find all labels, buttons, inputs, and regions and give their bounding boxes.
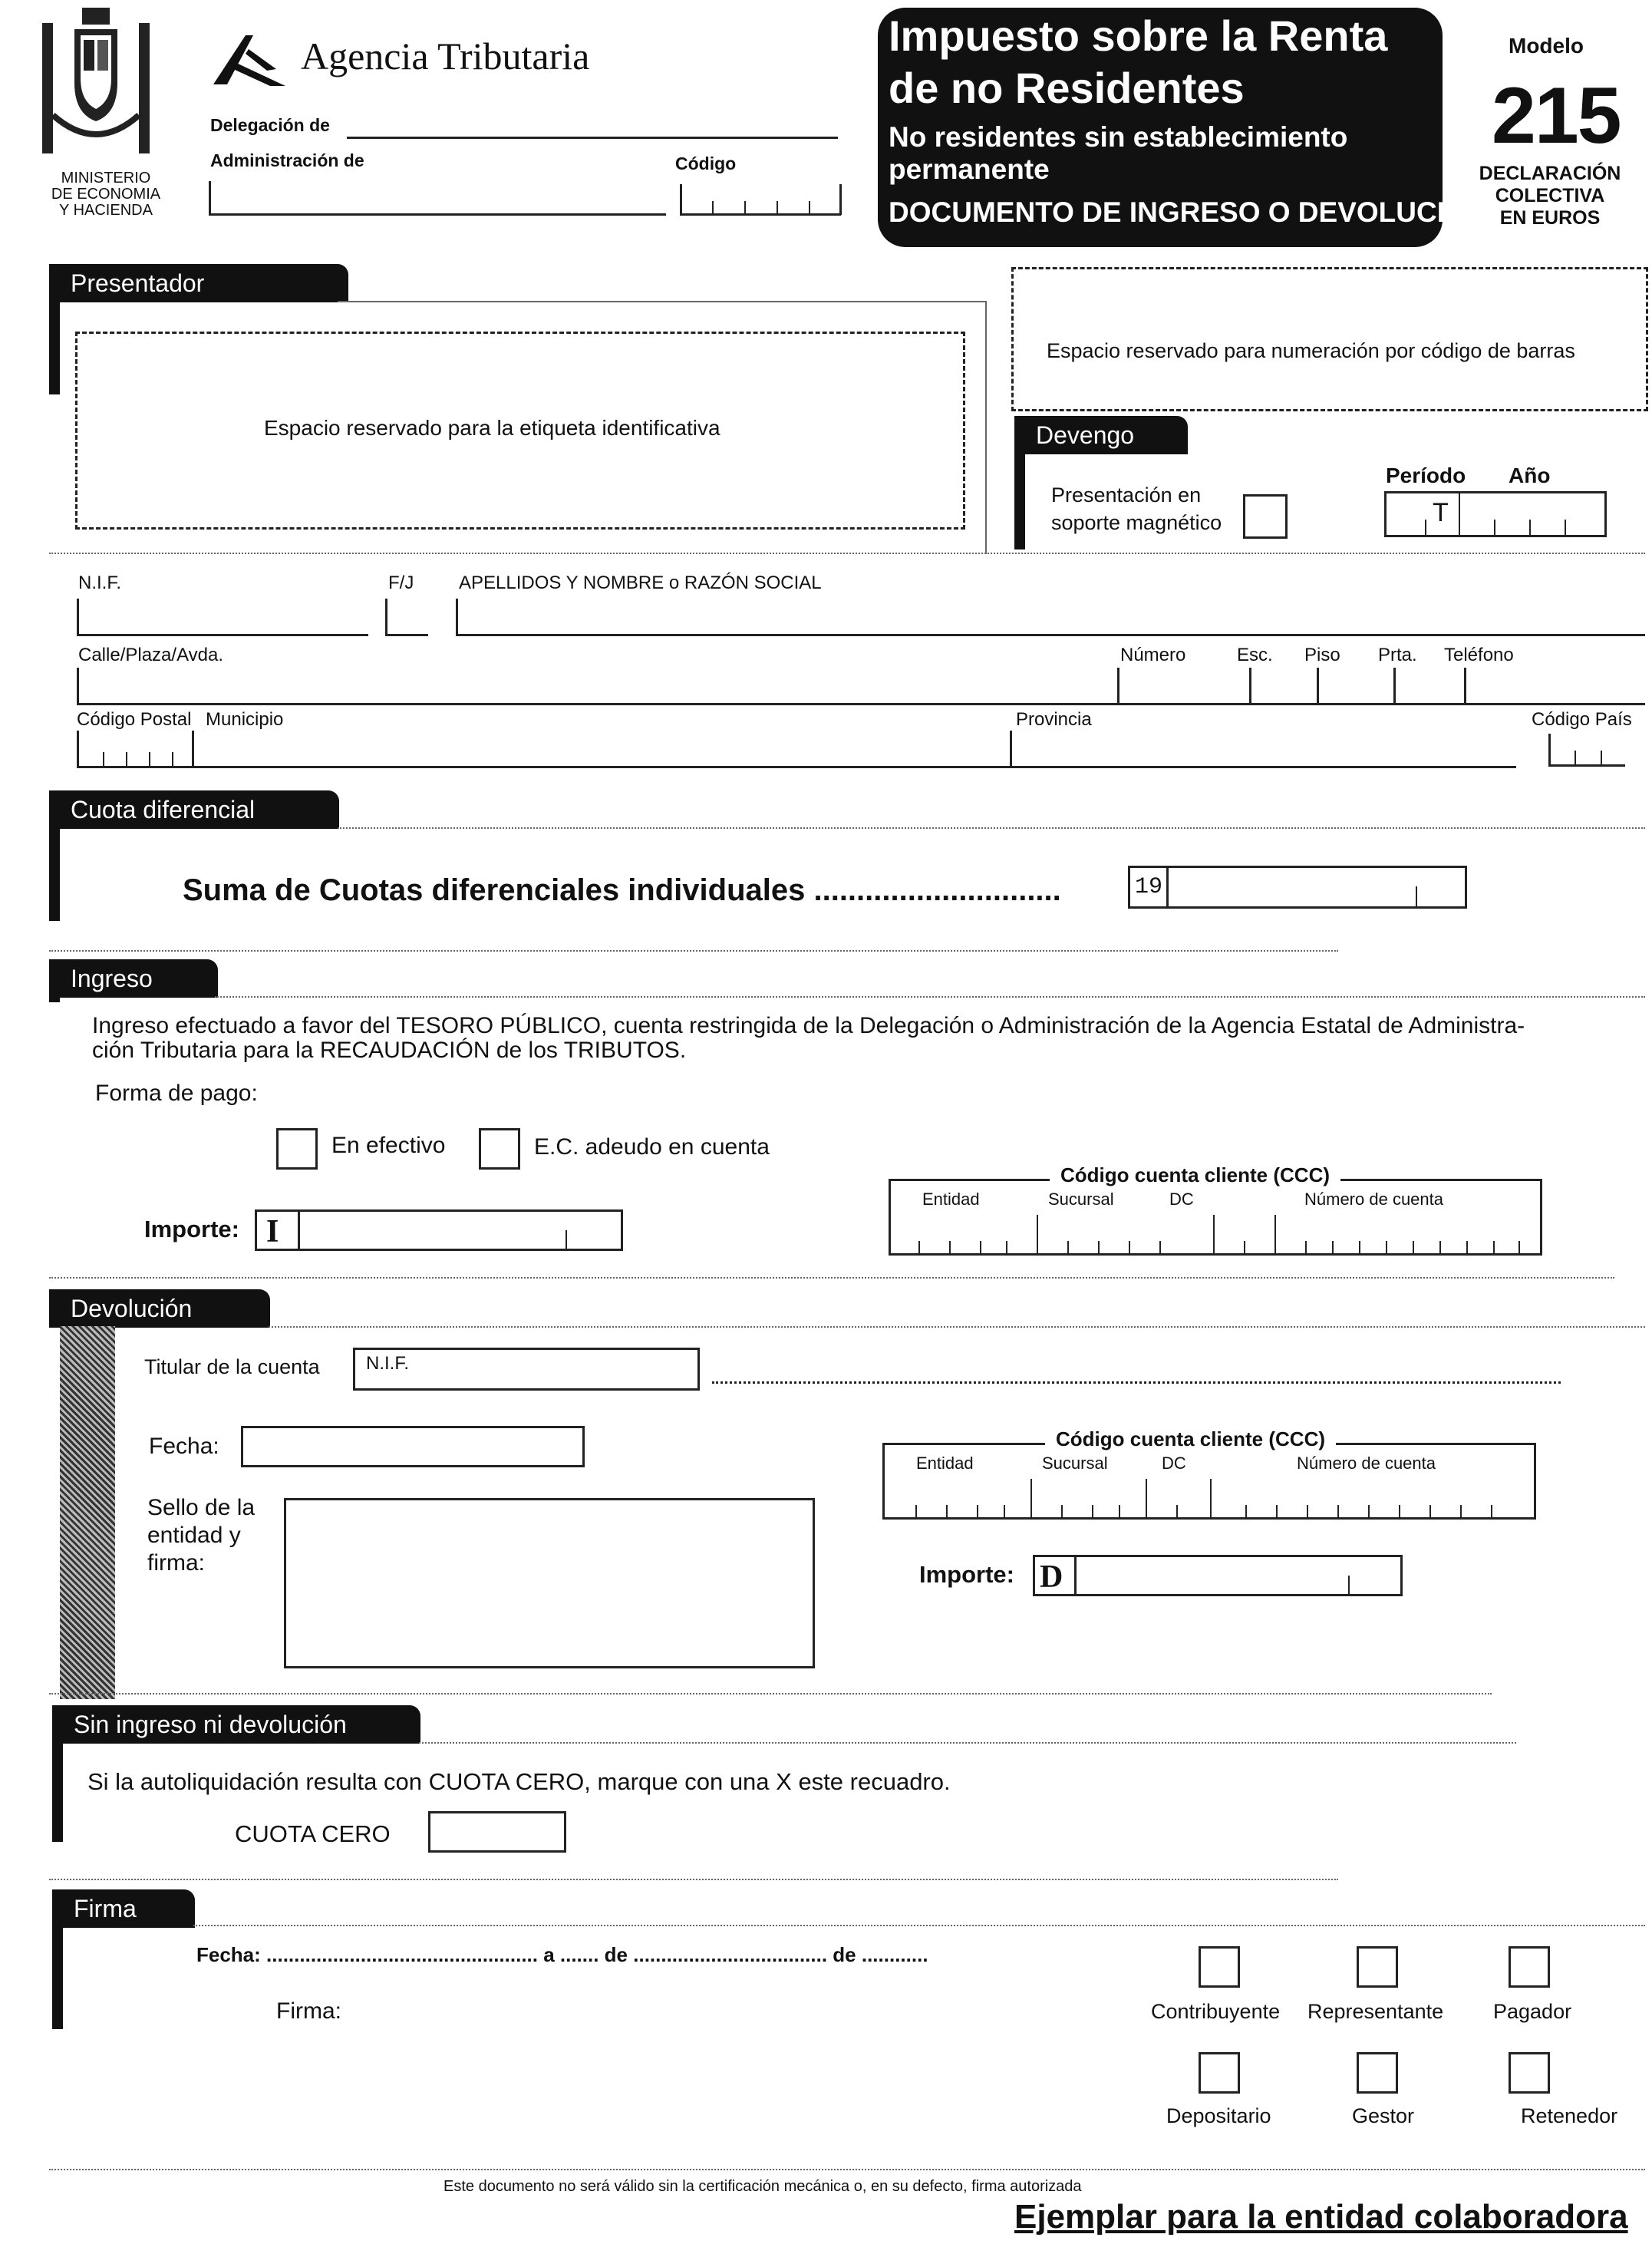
adeudo-label: E.C. adeudo en cuenta <box>534 1134 770 1160</box>
ingreso-entidad-label: Entidad <box>922 1190 980 1209</box>
titular-name-field[interactable] <box>712 1381 1561 1384</box>
barcode-text: Espacio reservado para numeración por código de barras <box>1047 339 1575 362</box>
ministry-line-3: Y HACIENDA <box>59 202 153 219</box>
devolucion-ccc-field[interactable] <box>882 1443 1536 1520</box>
periodo-value: T <box>1433 498 1449 527</box>
footer-note: Este documento no será válido sin la certificación mecánica o, en su defecto, firma autorizada <box>444 2178 1082 2195</box>
cp-label: Código Postal <box>77 709 192 730</box>
codigo-pais-label: Código País <box>1532 709 1632 730</box>
devolucion-importe-label: Importe: <box>919 1561 1014 1588</box>
presentacion-label-1: Presentación en <box>1051 483 1202 507</box>
sello-label-3: firma: <box>147 1550 205 1576</box>
etiqueta-text: Espacio reservado para la etiqueta identificativa <box>264 416 720 440</box>
coat-of-arms-icon <box>35 0 157 165</box>
telefono-label: Teléfono <box>1444 645 1514 665</box>
declaracion-line-1: DECLARACIÓN <box>1479 163 1621 184</box>
numero-label: Número <box>1120 645 1186 665</box>
ingreso-tab: Ingreso <box>49 959 218 998</box>
administracion-label: Administración de <box>210 150 364 170</box>
devolucion-sucursal-label: Sucursal <box>1042 1454 1108 1473</box>
sello-field[interactable] <box>284 1498 815 1668</box>
piso-label: Piso <box>1304 645 1340 665</box>
ingreso-dc-label: DC <box>1169 1190 1194 1209</box>
titular-label: Titular de la cuenta <box>144 1355 320 1378</box>
subtitle-line-2: permanente <box>889 153 1050 185</box>
gestor-label: Gestor <box>1352 2104 1415 2127</box>
prta-label: Prta. <box>1378 645 1417 665</box>
ingreso-numero-cuenta-label: Número de cuenta <box>1304 1190 1443 1209</box>
administracion-field[interactable] <box>209 213 666 216</box>
ingreso-text-line-2: ción Tributaria para la RECAUDACIÓN de los TRIBUTOS. <box>92 1038 687 1063</box>
municipio-label: Municipio <box>206 709 284 730</box>
declaracion-line-3: EN EUROS <box>1499 207 1601 229</box>
retenedor-label: Retenedor <box>1521 2104 1618 2127</box>
delegacion-label: Delegación de <box>210 115 330 135</box>
sin-ingreso-text: Si la autoliquidación resulta con CUOTA CERO, marque con una X este recuadro. <box>87 1768 951 1795</box>
titular-nif-label: N.I.F. <box>366 1353 410 1374</box>
devolucion-fecha-label: Fecha: <box>149 1434 219 1459</box>
cuota-cero-label: CUOTA CERO <box>235 1820 391 1847</box>
ingreso-ccc-title: Código cuenta cliente (CCC) <box>1050 1163 1340 1187</box>
representante-checkbox[interactable] <box>1357 1946 1398 1988</box>
depositario-checkbox[interactable] <box>1199 2052 1240 2094</box>
esc-label: Esc. <box>1237 645 1273 665</box>
devengo-tab: Devengo <box>1014 416 1188 454</box>
contribuyente-checkbox[interactable] <box>1199 1946 1240 1988</box>
depositario-label: Depositario <box>1166 2104 1271 2127</box>
devolucion-importe-field[interactable] <box>1033 1555 1403 1596</box>
sin-ingreso-tab: Sin ingreso ni devolución <box>52 1705 420 1744</box>
retenedor-checkbox[interactable] <box>1509 2052 1550 2094</box>
titular-nif-field[interactable] <box>353 1348 700 1391</box>
modelo-number: 215 <box>1492 71 1621 160</box>
cuota-cero-checkbox[interactable] <box>428 1811 566 1853</box>
subtitle-line-1: No residentes sin establecimiento <box>889 121 1348 153</box>
devolucion-importe-code: D <box>1040 1559 1063 1595</box>
ingreso-importe-label: Importe: <box>144 1216 239 1242</box>
ministry-line-1: MINISTERIO <box>61 170 151 186</box>
presentacion-label-2: soporte magnético <box>1051 511 1222 534</box>
title-line-2: de no Residentes <box>889 64 1245 112</box>
firma-label: Firma: <box>276 1998 341 2024</box>
apellidos-label: APELLIDOS Y NOMBRE o RAZÓN SOCIAL <box>459 573 822 593</box>
agency-name: Agencia Tributaria <box>301 35 590 78</box>
ministry-line-2: DE ECONOMIA <box>51 186 161 203</box>
anio-label: Año <box>1509 464 1551 487</box>
devolucion-fecha-field[interactable] <box>241 1426 585 1467</box>
declaracion-line-2: COLECTIVA <box>1495 185 1605 206</box>
sello-label-2: entidad y <box>147 1523 241 1548</box>
cuota-diferencial-field[interactable] <box>1128 866 1467 909</box>
gestor-checkbox[interactable] <box>1357 2052 1398 2094</box>
devolucion-side-band <box>60 1326 115 1699</box>
cuota-box-code: 19 <box>1135 874 1163 900</box>
firma-tab: Firma <box>52 1889 195 1928</box>
contribuyente-label: Contribuyente <box>1151 2000 1281 2023</box>
representante-label: Representante <box>1307 2000 1444 2023</box>
cuota-label: Suma de Cuotas diferenciales individuales ............................. <box>183 873 1061 907</box>
title-line-1: Impuesto sobre la Renta <box>889 12 1388 60</box>
presentador-tab: Presentador <box>49 264 348 302</box>
agency-logo-icon <box>206 31 290 87</box>
soporte-magnetico-checkbox[interactable] <box>1243 494 1288 539</box>
provincia-label: Provincia <box>1016 709 1092 730</box>
periodo-label: Período <box>1386 464 1466 487</box>
calle-label: Calle/Plaza/Avda. <box>78 645 223 665</box>
pagador-checkbox[interactable] <box>1509 1946 1550 1988</box>
ingreso-importe-code: I <box>266 1214 279 1249</box>
cuota-tab: Cuota diferencial <box>49 790 339 829</box>
delegacion-field[interactable] <box>347 137 838 139</box>
devolucion-numero-cuenta-label: Número de cuenta <box>1297 1454 1436 1473</box>
subtitle-line-3: DOCUMENTO DE INGRESO O DEVOLUCIÓN <box>889 196 1488 228</box>
nif-label: N.I.F. <box>78 573 122 593</box>
fj-label: F/J <box>388 573 414 593</box>
periodo-anio-field[interactable] <box>1384 491 1607 537</box>
ingreso-importe-field[interactable] <box>255 1209 623 1251</box>
ingreso-text-line-1: Ingreso efectuado a favor del TESORO PÚBLICO, cuenta restringida de la Delegación o Administración de la Agencia Estatal de Administra- <box>92 1013 1525 1038</box>
devolucion-tab: Devolución <box>49 1289 270 1328</box>
ingreso-sucursal-label: Sucursal <box>1048 1190 1114 1209</box>
ejemplar-label: Ejemplar para la entidad colaboradora <box>1014 2198 1628 2236</box>
forma-pago-label: Forma de pago: <box>95 1081 258 1106</box>
efectivo-checkbox[interactable] <box>276 1128 318 1170</box>
pagador-label: Pagador <box>1493 2000 1572 2023</box>
efectivo-label: En efectivo <box>331 1133 446 1158</box>
devolucion-entidad-label: Entidad <box>916 1454 974 1473</box>
form-title-box <box>878 8 1488 247</box>
modelo-label: Modelo <box>1509 34 1584 58</box>
devolucion-dc-label: DC <box>1162 1454 1186 1473</box>
devolucion-ccc-title: Código cuenta cliente (CCC) <box>1045 1427 1336 1451</box>
codigo-label: Código <box>675 153 737 173</box>
adeudo-checkbox[interactable] <box>479 1128 520 1170</box>
firma-fecha-line: Fecha: ................................................. a ....... de ................................... de ............ <box>196 1943 928 1966</box>
ingreso-ccc-field[interactable] <box>889 1179 1542 1256</box>
sello-label-1: Sello de la <box>147 1495 256 1520</box>
